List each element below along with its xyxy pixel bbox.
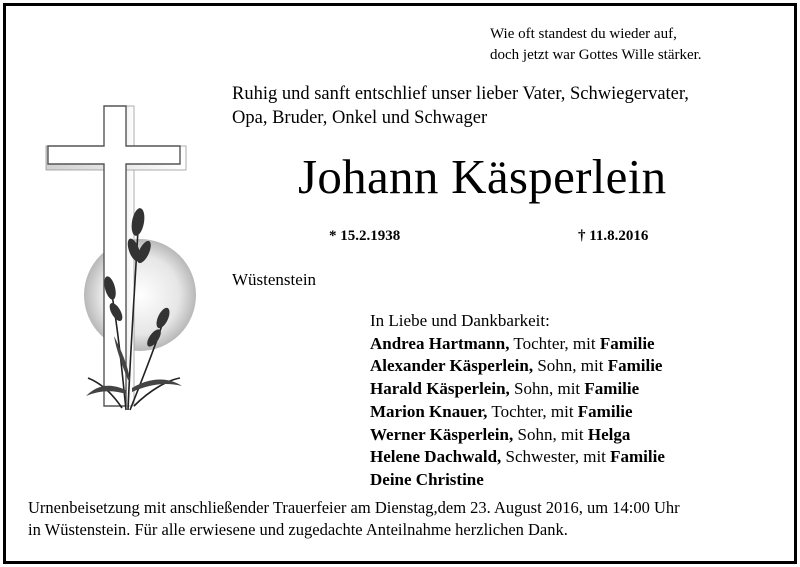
mourner-family: Familie (584, 379, 640, 399)
cross-with-wheat-icon (30, 90, 210, 420)
mourner-row (370, 446, 665, 469)
deceased-name: Johann Käsperlein (298, 149, 667, 204)
intro-line-1: Ruhig und sanft entschlief unser lieber Vater, Schwiegervater, (232, 84, 689, 104)
mourner-relation: Sohn, mit (513, 424, 588, 444)
mourner-name: Deine Christine (370, 469, 484, 489)
mourner-relation: Tochter, mit (509, 333, 600, 353)
mourner-row (370, 469, 665, 492)
mourner-family: Familie (610, 447, 665, 467)
footer-line-1: Urnenbeisetzung mit anschließender Trauerfeier am Dienstag,dem 23. August 2016, um 14:00 Uhr (28, 498, 680, 517)
mourner-name: Andrea Hartmann, (370, 333, 510, 353)
mourner-family: Helga (587, 424, 631, 444)
birth-date: * 15.2.1938 (329, 228, 401, 244)
mourner-row (370, 424, 665, 447)
mourner-name: Helene Dachwald, (370, 447, 502, 467)
mourner-relation: Tochter, mit (487, 401, 578, 421)
footer-line-2: in Wüstenstein. Für alle erwiesene und zugedachte Anteilnahme herzlichen Dank. (28, 520, 568, 539)
footer-text (28, 497, 680, 541)
place-name: Wüstenstein (232, 270, 317, 289)
intro-line-2: Opa, Bruder, Onkel und Schwager (232, 108, 488, 128)
death-date: † 11.8.2016 (578, 228, 649, 244)
quote-line-2: doch jetzt war Gottes Wille stärker. (490, 47, 702, 63)
mourner-row (370, 333, 665, 356)
mourner-family: Familie (577, 401, 633, 421)
mourner-row (370, 378, 665, 401)
mourner-relation: Schwester, mit (501, 447, 611, 467)
quote-line-1: Wie oft standest du wieder auf, (490, 26, 677, 42)
mourner-row (370, 355, 665, 378)
mourner-relation: Sohn, mit (509, 379, 585, 399)
intro-text (232, 82, 689, 130)
mourner-name: Werner Käsperlein, (370, 424, 514, 444)
mourner-name: Harald Käsperlein, (370, 379, 510, 399)
mourner-row (370, 401, 665, 424)
mourner-family: Familie (607, 356, 663, 376)
mourners-heading: In Liebe und Dankbarkeit: (370, 311, 550, 330)
quote (490, 24, 702, 66)
mourner-family: Familie (599, 333, 655, 353)
mourners-list (370, 310, 665, 492)
mourner-name: Marion Knauer, (370, 401, 488, 421)
mourner-name: Alexander Käsperlein, (370, 356, 534, 376)
mourner-relation: Sohn, mit (533, 356, 608, 376)
